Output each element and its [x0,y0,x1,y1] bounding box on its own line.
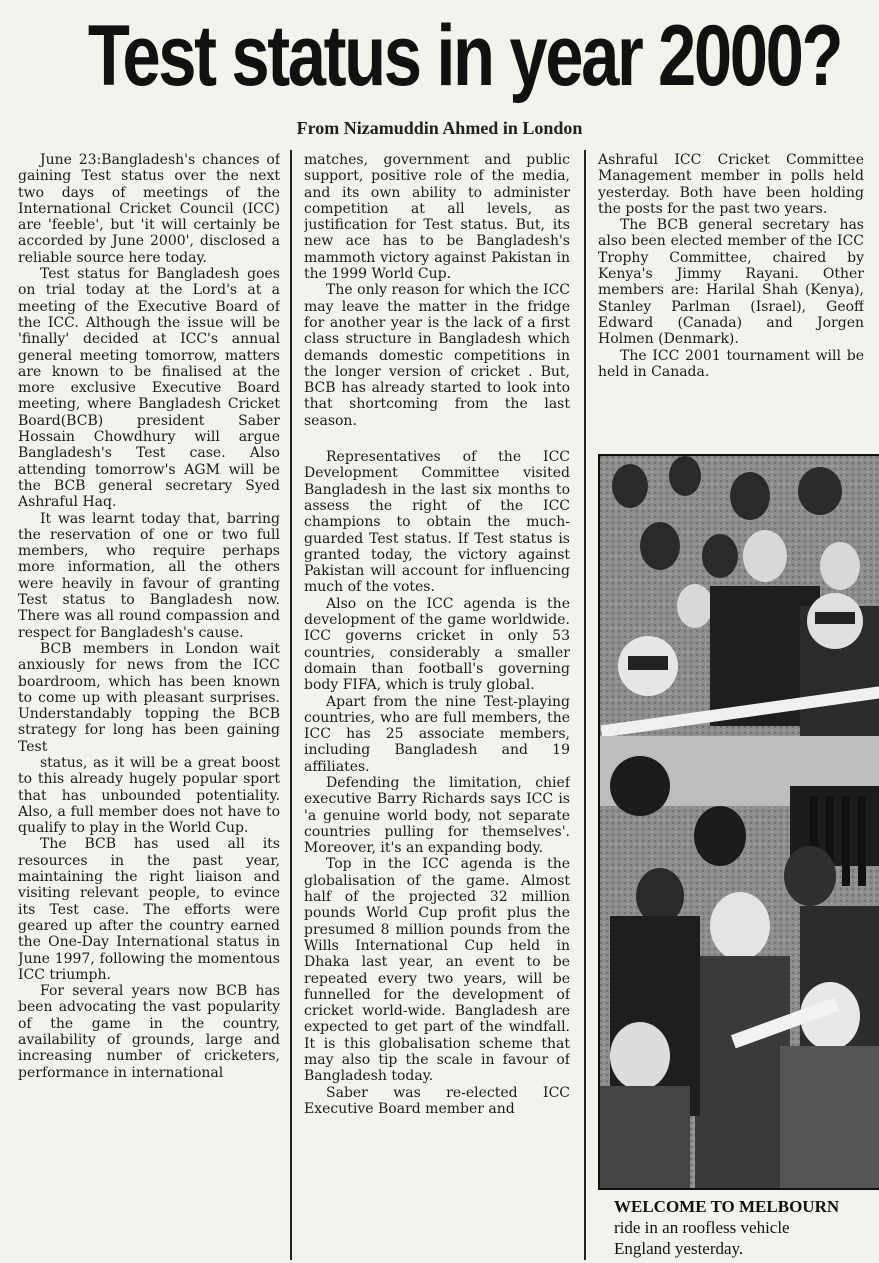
column3-paragraph-2: The BCB general secretary has also been elected member of the ICC Trophy Committee, chaired by Kenya's Jimmy Rayani. Other members are: Harilal Shah (Kenya), Stanley Parlman (Israel), Geoff Edward (Canada) and Jorgen Holmen (Denmark). [598,217,864,348]
article-column-1 [18,152,280,1258]
column1-paragraph-1: June 23:Bangladesh's chances of gaining Test status over the next two days of meetings of the International Cricket Council (ICC) are 'feeble', but 'it will certainly be accorded by June 2000', disclosed a reliable source here today. [18,152,280,266]
column2-paragraph-6: Defending the limitation, chief executive Barry Richards says ICC is 'a genuine world body, not separate countries pulling for themselves'. Moreover, it's an expanding body. [304,774,570,857]
column2-paragraph-5: Apart from the nine Test-playing countries, who are full members, the ICC has 25 associate members, including Bangladesh and 19 affiliates. [304,693,570,775]
column2-paragraph-2: The only reason for which the ICC may leave the matter in the fridge for another year is the lack of a first class structure in Bangladesh which demands domestic competitions in the longer version of cricket . But, BCB has already started to look into that shortcoming from the last season. [304,282,570,429]
column2-paragraph-1: matches, government and public support, positive role of the media, and its own ability to administer competition at all levels, as justification for Test status. But, its new ace has to be Bangladesh's mammoth victory against Pakistan in the 1999 World Cup. [304,152,570,283]
column3-paragraph-1: Ashraful ICC Cricket Committee Management member in polls held yesterday. Both have been holding the posts for the past two years. [598,152,864,217]
column1-paragraph-3: It was learnt today that, barring the reservation of one or two full members, who require perhaps more information, all the others were heavily in favour of granting Test status to Bangladesh now. There was all round compassion and respect for Bangladesh's cause. [18,510,280,641]
column3-paragraph-3: The ICC 2001 tournament will be held in Canada. [598,347,864,380]
column2-paragraph-8: Saber was re-elected ICC Executive Board member and [304,1084,570,1117]
column2-paragraph-3: Representatives of the ICC Development Committee visited Bangladesh in the last six months to assess the right of the ICC champions to obtain the much-guarded Test status. If Test status is granted today, the victory against Pakistan will account for influencing much of the votes. [304,449,570,596]
article-column-2 [304,152,570,1258]
article-column-3 [598,152,864,424]
column-divider-2 [584,150,586,1260]
column-divider-1 [290,150,292,1260]
photo-caption [614,1196,879,1259]
column1-paragraph-4: BCB members in London wait anxiously for news from the ICC boardroom, which has been known to come up with pleasant surprises. Understandably topping the BCB strategy for long has been gaining Test [18,640,280,755]
column1-paragraph-2: Test status for Bangladesh goes on trial today at the Lord's at a meeting of the Executive Board of the ICC. Although the issue will be 'finally' decided at ICC's annual general meeting tomorrow, matters are known to be finalised at the more exclusive Executive Board meeting, where Bangladesh Cricket Board(BCB) president Saber Hossain Chowdhury will argue Bangladesh's Test case. Also attending tomorrow's AGM will be the BCB general secretary Syed Ashraful Haq. [18,266,280,511]
byline: From Nizamuddin Ahmed in London [296,118,583,138]
column2-paragraph-7: Top in the ICC agenda is the globalisation of the game. Almost half of the projected 32 million pounds World Cup profit plus the presumed 8 million pounds from the Wills International Cup held in Dhaka last year, an event to be repeated every two years, will be funnelled for the development of cricket world-wide. Bangladesh are expected to get part of the windfall. It is this globalisation scheme that may also tip the scale in favour of Bangladesh today. [304,856,570,1085]
column1-paragraph-5: status, as it will be a great boost to this already hugely popular sport that has unbounded potentiality. Also, a full member does not have to qualify to play in the World Cup. [18,754,280,837]
crowd-photo [598,454,879,1190]
column2-paragraph-4: Also on the ICC agenda is the development of the game worldwide. ICC governs cricket in only 53 countries, considerably a smaller domain than football's governing body FIFA, which is truly global. [304,595,570,694]
headline: Test status in year 2000? [87,8,842,104]
column1-paragraph-7: For several years now BCB has been advocating the vast popularity of the game in the country, availability of grounds, large and increasing number of cricketers, performance in international [18,983,280,1081]
caption-line-3: England yesterday. [614,1239,744,1258]
caption-line-2: ride in an roofless vehicle [614,1218,790,1237]
caption-title: WELCOME TO MELBOURN [614,1197,840,1216]
column1-paragraph-6: The BCB has used all its resources in the past year, maintaining the right liaison and visiting relevant people, to evince its Test case. The efforts were geared up after the country earned the One-Day International status in June 1997, following the momentous ICC triumph. [18,836,280,983]
